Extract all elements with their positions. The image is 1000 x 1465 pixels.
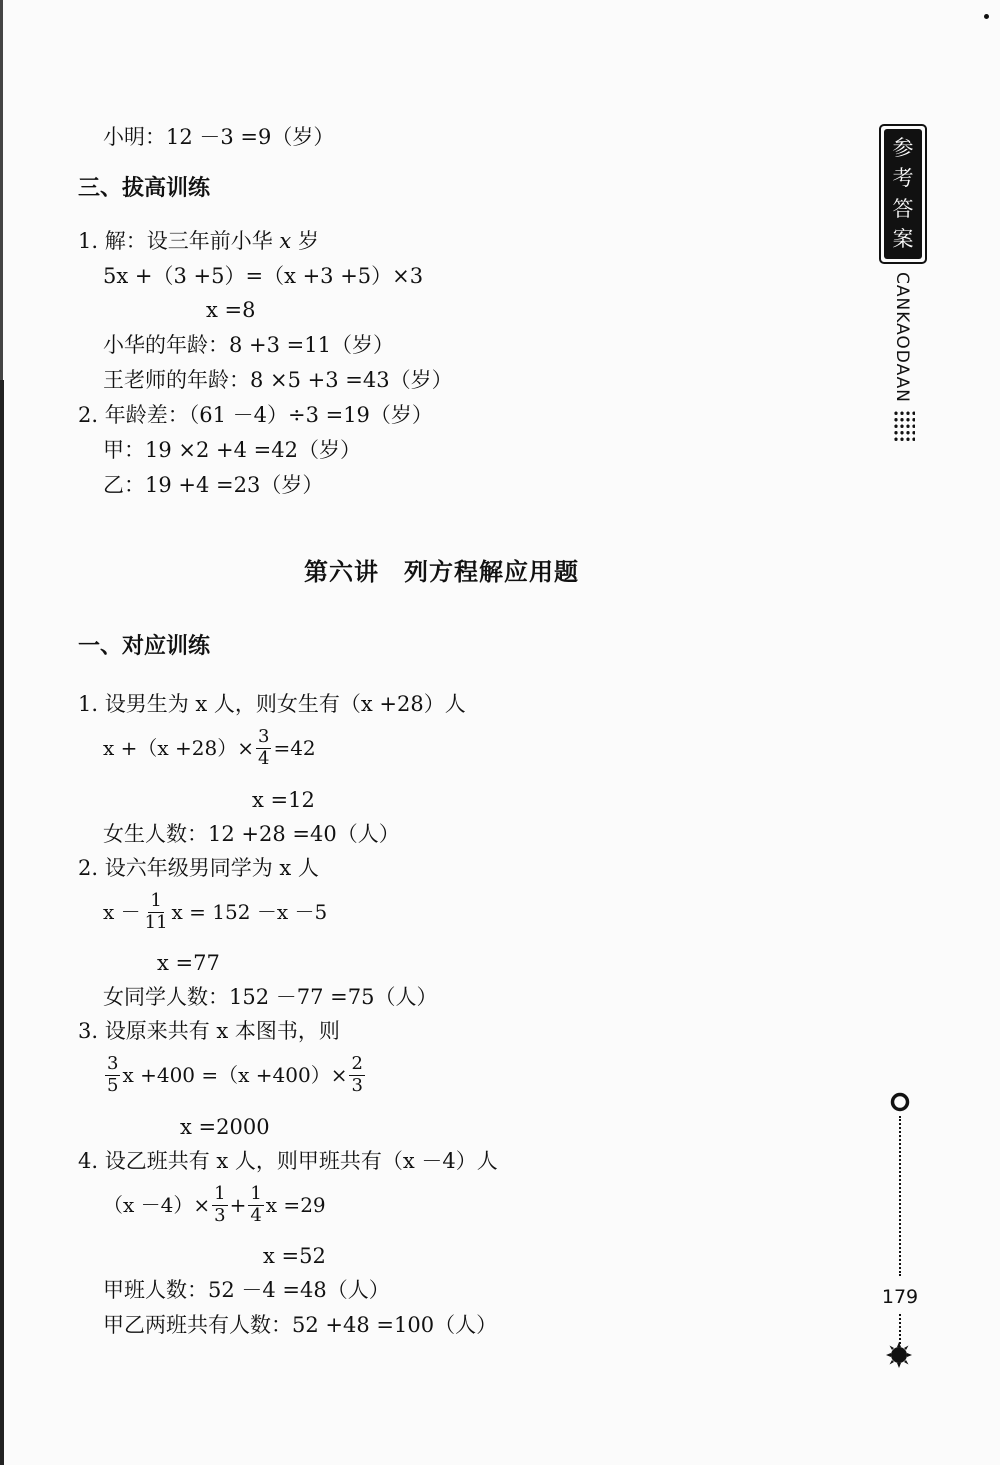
tab-char: 参 [892,135,914,160]
tab-char: 考 [892,166,914,191]
eq-part: x = 152 －x －5 [171,900,328,925]
dotted-line-upper [899,1116,901,1276]
tab-char: 案 [892,227,914,252]
result-line: 女生人数：12 +28 =40（人） [103,822,400,846]
fraction [256,728,271,769]
numerator: 1 [250,1183,262,1204]
solution: x =77 [157,951,220,975]
tab-char: 答 [892,196,914,221]
result-line: 乙：19 +4 =23（岁） [103,473,324,497]
fraction [349,1055,364,1096]
fraction [248,1185,263,1226]
denominator: 3 [351,1074,363,1096]
numerator: 1 [150,890,162,911]
result-line: 甲：19 ×2 +4 =42（岁） [103,438,361,462]
corner-mark [984,14,989,19]
result-line: 女同学人数：152 －77 =75（人） [103,985,438,1009]
problem-line: 1. 设男生为 x 人，则女生有（x +28）人 [78,692,466,716]
eq-part: （x －4）× [103,1193,211,1218]
result-line: 甲班人数：52 －4 =48（人） [103,1278,390,1302]
result-line: 小华的年龄：8 +3 =11（岁） [103,333,394,357]
vertical-label [890,272,914,404]
numerator: 2 [351,1053,363,1074]
problem-line [78,231,319,252]
equation [103,1055,367,1096]
binding-edge-dark [0,380,12,1465]
equation [103,892,327,933]
section-heading: 三、拔高训练 [78,176,211,201]
eq-part: =42 [273,736,316,761]
problem-line: 4. 设乙班共有 x 人，则甲班共有（x －4）人 [78,1149,498,1173]
denominator: 11 [144,911,168,933]
fraction [105,1055,120,1096]
vertical-label-text: CANKAODAAN [892,272,912,404]
problem-line: 2. 设六年级男同学为 x 人 [78,856,319,880]
denominator: 3 [214,1204,226,1226]
equation [103,1185,326,1226]
denominator: 5 [107,1074,119,1096]
result-line: 甲乙两班共有人数：52 +48 =100（人） [103,1313,498,1337]
dotted-line-lower [899,1314,901,1344]
section-heading: 一、对应训练 [78,634,211,659]
page-number: 179 [881,1286,919,1308]
eq-part: x +400 =（x +400）× [122,1063,348,1088]
eq-part: x +（x +28）× [103,736,254,761]
eq-part: + [229,1193,247,1218]
ring-icon [888,1090,912,1114]
answer-key-tab [879,124,927,264]
denominator: 4 [250,1204,262,1226]
solution: x =8 [206,298,256,322]
problem-line: 3. 设原来共有 x 本图书，则 [78,1019,340,1043]
fraction [143,892,170,933]
eq-part: x － [103,900,141,925]
eq-part: x =29 [265,1193,326,1218]
carryover-line: 小明：12 －3 =9（岁） [103,125,335,149]
variable: x [279,229,292,253]
fraction [212,1185,227,1226]
lecture-title: 第六讲 列方程解应用题 [304,558,579,586]
problem-text: 1. 解：设三年前小华 [78,229,273,253]
unit-text: 岁 [297,229,319,253]
numerator: 3 [107,1053,119,1074]
problem-line: 2. 年龄差：（61 －4）÷3 =19（岁） [78,403,433,427]
numerator: 1 [214,1183,226,1204]
denominator: 4 [258,747,270,769]
solution: x =52 [263,1244,326,1268]
equation: 5x +（3 +5）=（x +3 +5）×3 [103,264,424,288]
result-line: 王老师的年龄：8 ×5 +3 =43（岁） [103,368,453,392]
equation [103,728,316,769]
numerator: 3 [258,726,270,747]
solution: x =2000 [180,1115,270,1139]
solution: x =12 [252,788,315,812]
sun-icon [885,1341,913,1369]
dot-grid-ornament [893,410,915,444]
